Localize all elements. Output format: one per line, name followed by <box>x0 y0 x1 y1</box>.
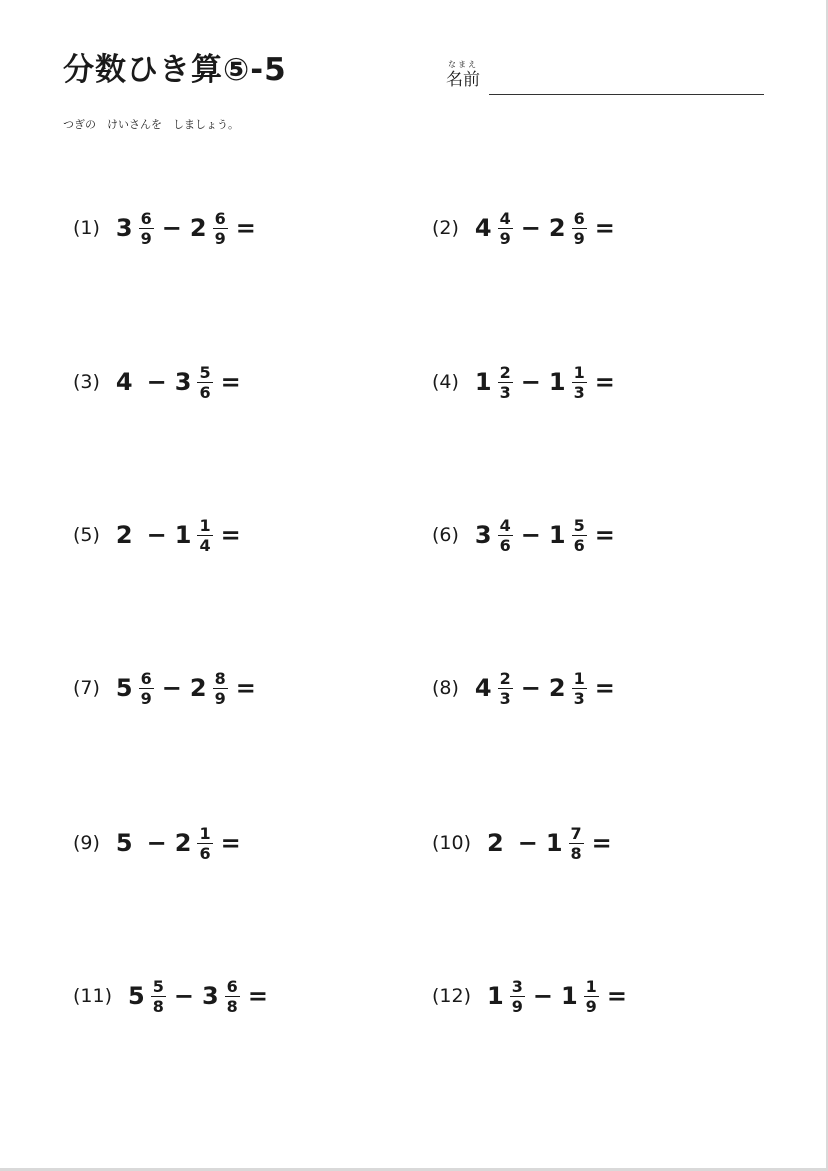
numerator: 1 <box>199 823 211 843</box>
numerator: 5 <box>199 362 211 382</box>
problem-6 <box>432 505 623 565</box>
subtrahend-fraction <box>197 362 212 402</box>
denominator: 8 <box>152 996 164 1016</box>
denominator: 9 <box>214 228 226 248</box>
numerator: 4 <box>499 208 511 228</box>
denominator: 9 <box>585 996 597 1016</box>
subtrahend-whole: 1 <box>545 829 563 857</box>
minus-sign: − <box>532 982 553 1010</box>
denominator: 9 <box>511 996 523 1016</box>
numerator: 4 <box>499 515 511 535</box>
name-field[interactable] <box>446 58 766 98</box>
problem-number: (6) <box>432 524 459 546</box>
denominator: 9 <box>214 688 226 708</box>
denominator: 8 <box>570 843 582 863</box>
problem-number: (1) <box>73 217 100 239</box>
problem-number: (12) <box>432 985 472 1007</box>
minus-sign: − <box>161 214 182 242</box>
minus-sign: − <box>517 829 538 857</box>
equals-sign: = <box>235 214 256 242</box>
denominator: 3 <box>573 382 585 402</box>
numerator: 1 <box>573 362 585 382</box>
subtrahend-whole: 2 <box>189 214 207 242</box>
minuend-fraction <box>510 976 525 1016</box>
denominator: 3 <box>499 688 511 708</box>
numerator: 3 <box>511 976 523 996</box>
numerator: 6 <box>140 208 152 228</box>
minus-sign: − <box>520 674 541 702</box>
problem-1 <box>73 198 264 258</box>
equals-sign: = <box>594 368 615 396</box>
problem-number: (4) <box>432 371 459 393</box>
subtrahend-whole: 2 <box>548 674 566 702</box>
denominator: 9 <box>573 228 585 248</box>
minuend-whole: 4 <box>474 674 492 702</box>
denominator: 6 <box>573 535 585 555</box>
minuend-fraction <box>498 515 513 555</box>
problem-10 <box>432 813 620 873</box>
subtrahend-fraction <box>225 976 240 1016</box>
subtrahend-whole: 2 <box>174 829 192 857</box>
problem-7 <box>73 658 264 718</box>
numerator: 2 <box>499 668 511 688</box>
denominator: 9 <box>499 228 511 248</box>
minus-sign: − <box>520 214 541 242</box>
subtrahend-whole: 3 <box>201 982 219 1010</box>
problem-number: (5) <box>73 524 100 546</box>
subtrahend-fraction <box>569 823 584 863</box>
problem-number: (2) <box>432 217 459 239</box>
problem-5 <box>73 505 249 565</box>
numerator: 1 <box>585 976 597 996</box>
problem-11 <box>73 966 276 1026</box>
equals-sign: = <box>247 982 268 1010</box>
subtrahend-fraction <box>572 362 587 402</box>
equals-sign: = <box>220 829 241 857</box>
denominator: 6 <box>199 843 211 863</box>
minus-sign: − <box>146 829 167 857</box>
problem-4 <box>432 352 623 412</box>
numerator: 5 <box>573 515 585 535</box>
numerator: 2 <box>499 362 511 382</box>
minuend-whole: 5 <box>115 674 133 702</box>
numerator: 1 <box>199 515 211 535</box>
subtrahend-whole: 1 <box>174 521 192 549</box>
minuend-fraction <box>139 208 154 248</box>
equals-sign: = <box>591 829 612 857</box>
minus-sign: − <box>161 674 182 702</box>
problem-2 <box>432 198 623 258</box>
minuend-whole: 5 <box>128 982 145 1010</box>
subtrahend-whole: 1 <box>560 982 578 1010</box>
denominator: 3 <box>573 688 585 708</box>
numerator: 6 <box>140 668 152 688</box>
numerator: 1 <box>573 668 585 688</box>
problem-number: (9) <box>73 832 100 854</box>
minus-sign: − <box>520 521 541 549</box>
subtrahend-fraction <box>572 208 587 248</box>
subtrahend-fraction <box>197 515 212 555</box>
minuend-whole: 4 <box>474 214 492 242</box>
minuend-whole: 4 <box>115 368 133 396</box>
name-label: 名前 <box>446 70 480 90</box>
denominator: 6 <box>499 535 511 555</box>
worksheet-title: 分数ひき算⑤-5 <box>63 52 287 88</box>
numerator: 7 <box>570 823 582 843</box>
subtrahend-whole: 1 <box>548 521 566 549</box>
name-write-line[interactable] <box>489 94 764 95</box>
problem-number: (11) <box>73 985 113 1007</box>
equals-sign: = <box>606 982 627 1010</box>
denominator: 6 <box>199 382 211 402</box>
subtrahend-fraction <box>572 668 587 708</box>
minuend-fraction <box>498 362 513 402</box>
instruction-text: つぎの けいさんを しましょう。 <box>63 118 239 131</box>
equals-sign: = <box>235 674 256 702</box>
minuend-fraction <box>139 668 154 708</box>
subtrahend-fraction <box>213 668 228 708</box>
equals-sign: = <box>220 368 241 396</box>
minuend-whole: 5 <box>115 829 133 857</box>
denominator: 3 <box>499 382 511 402</box>
numerator: 5 <box>152 976 164 996</box>
problem-9 <box>73 813 249 873</box>
equals-sign: = <box>594 674 615 702</box>
equals-sign: = <box>594 214 615 242</box>
minuend-fraction <box>498 668 513 708</box>
subtrahend-whole: 2 <box>189 674 207 702</box>
minuend-fraction <box>498 208 513 248</box>
minus-sign: − <box>173 982 194 1010</box>
equals-sign: = <box>594 521 615 549</box>
subtrahend-whole: 3 <box>174 368 192 396</box>
minuend-whole: 3 <box>115 214 133 242</box>
minuend-whole: 3 <box>474 521 492 549</box>
numerator: 6 <box>226 976 238 996</box>
minus-sign: − <box>146 521 167 549</box>
equals-sign: = <box>220 521 241 549</box>
denominator: 9 <box>140 228 152 248</box>
problem-number: (10) <box>432 832 472 854</box>
minuend-whole: 2 <box>115 521 133 549</box>
numerator: 6 <box>573 208 585 228</box>
problem-number: (7) <box>73 677 100 699</box>
minuend-whole: 1 <box>487 982 504 1010</box>
subtrahend-fraction <box>572 515 587 555</box>
numerator: 8 <box>214 668 226 688</box>
problem-number: (3) <box>73 371 100 393</box>
subtrahend-whole: 2 <box>548 214 566 242</box>
subtrahend-fraction <box>197 823 212 863</box>
problem-8 <box>432 658 623 718</box>
denominator: 9 <box>140 688 152 708</box>
subtrahend-fraction <box>213 208 228 248</box>
minuend-whole: 1 <box>474 368 492 396</box>
problem-3 <box>73 352 249 412</box>
denominator: 4 <box>199 535 211 555</box>
subtrahend-whole: 1 <box>548 368 566 396</box>
minuend-whole: 2 <box>487 829 504 857</box>
minus-sign: − <box>520 368 541 396</box>
minus-sign: − <box>146 368 167 396</box>
name-ruby: なまえ <box>448 60 478 69</box>
denominator: 8 <box>226 996 238 1016</box>
problem-number: (8) <box>432 677 459 699</box>
numerator: 6 <box>214 208 226 228</box>
minuend-fraction <box>151 976 166 1016</box>
subtrahend-fraction <box>584 976 599 1016</box>
problem-12 <box>432 966 635 1026</box>
